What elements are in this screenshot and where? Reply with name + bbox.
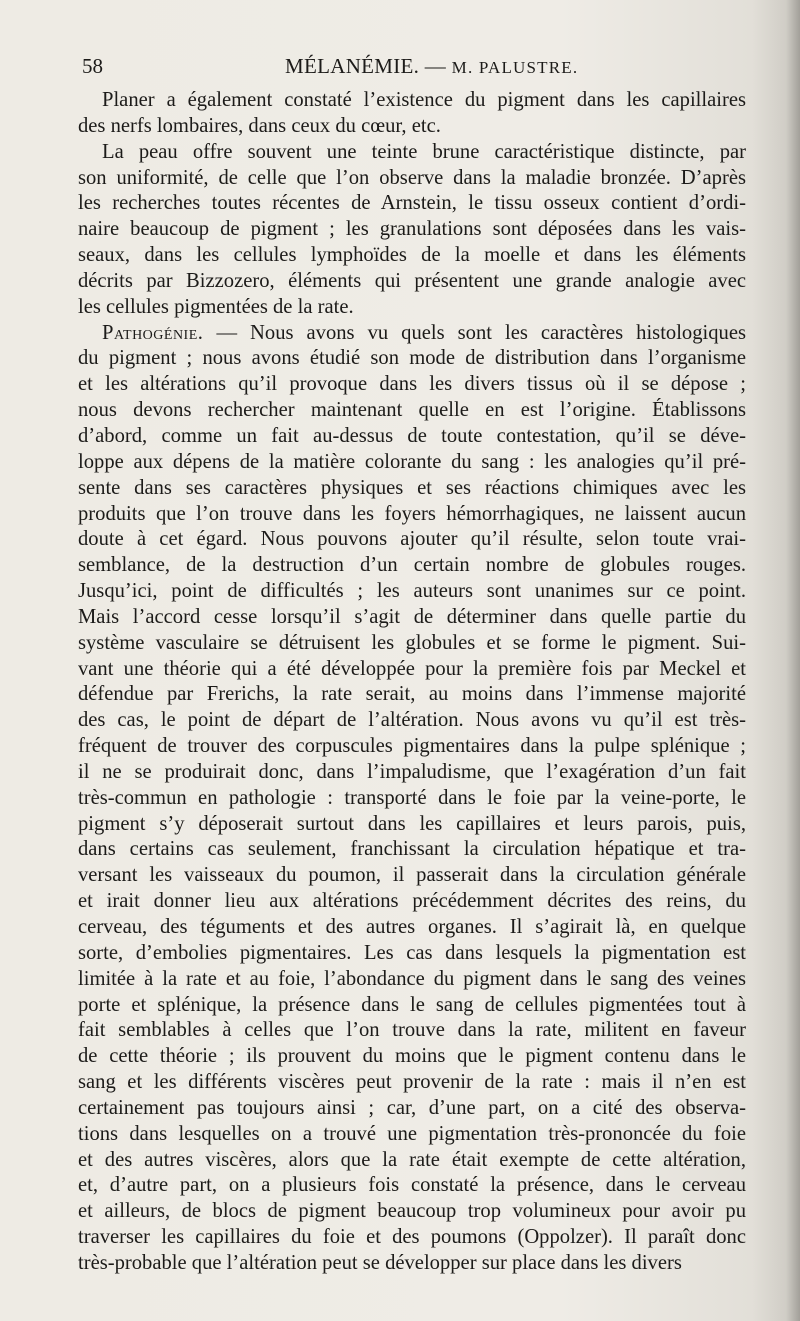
text-line: semblance, de la destruction d’un certain nombre de globules rouges. — [78, 554, 746, 577]
text-line: sorte, d’embolies pigmentaires. Les cas dans lesquels la pigmentation est — [78, 941, 746, 964]
text-line: système vasculaire se détruisent les globules et se forme le pigment. Sui- — [78, 631, 746, 654]
running-header — [80, 52, 746, 82]
paragraph — [78, 321, 746, 1277]
text-line: d’abord, comme un fait au-dessus de toute contestation, qu’il se déve- — [78, 424, 746, 447]
paragraph — [78, 88, 746, 140]
text-line: les recherches toutes récentes de Arnstein, le tissu osseux contient d’ordi- — [78, 192, 746, 215]
text-line: et les altérations qu’il provoque dans les divers tissus où il se dépose ; — [78, 373, 746, 396]
text-line: versant les vaisseaux du poumon, il passerait dans la circulation générale — [78, 864, 746, 887]
text-line: il ne se produirait donc, dans l’impaludisme, que l’exagération d’un fait — [78, 760, 746, 783]
text-line: pigment s’y déposerait surtout dans les capillaires et leurs parois, puis, — [78, 812, 746, 835]
text-line: seaux, dans les cellules lymphoïdes de la moelle et dans les éléments — [78, 244, 746, 267]
text-line: décrits par Bizzozero, éléments qui présentent une grande analogie avec — [78, 269, 746, 292]
text-line: très-probable que l’altération peut se développer sur place dans les divers — [78, 1251, 682, 1274]
page-number: 58 — [82, 54, 103, 78]
text-line: nous devons rechercher maintenant quelle en est l’origine. Établissons — [78, 399, 746, 422]
text-line: tions dans lesquelles on a trouvé une pigmentation très-prononcée du foie — [78, 1122, 746, 1145]
text-line: des cas, le point de départ de l’altération. Nous avons vu qu’il est très- — [78, 709, 746, 732]
text-line: et des autres viscères, alors que la rate était exempte de cette altération, — [78, 1148, 746, 1171]
text-line: Planer a également constaté l’existence du pigment dans les capillaires — [102, 89, 746, 111]
text-line: porte et splénique, la présence dans le sang de cellules pigmentées tout à — [78, 993, 746, 1016]
text-line: sente dans ses caractères physiques et ses réactions chimiques avec les — [78, 476, 746, 499]
text-line: défendue par Frerichs, la rate serait, au moins dans l’immense majorité — [78, 683, 746, 706]
text-line: de cette théorie ; ils prouvent du moins que le pigment contenu dans le — [78, 1045, 746, 1068]
text-line: Mais l’accord cesse lorsqu’il s’agit de déterminer dans quelle partie du — [78, 605, 746, 628]
text-line: très-commun en pathologie : transporté dans le foie par la veine-porte, le — [78, 786, 746, 809]
text-line: dans certains cas seulement, franchissant la circulation hépatique et tra- — [78, 838, 746, 861]
text-line: sang et les différents viscères peut provenir de la rate : mais il n’en est — [78, 1071, 746, 1094]
text-line: et irait donner lieu aux altérations précédemment décrites des reins, du — [78, 890, 746, 913]
text-line: du pigment ; nous avons étudié son mode de distribution dans l’organisme — [78, 347, 746, 370]
paragraph — [78, 140, 746, 321]
page-edge-shadow — [786, 0, 800, 1321]
chapter-title: MÉLANÉMIE. — [285, 54, 420, 78]
text-line — [78, 321, 746, 347]
text-line: et ailleurs, de blocs de pigment beaucoup trop volumineux pour avoir pu — [78, 1200, 746, 1223]
section-heading: Pathogénie. — [102, 321, 204, 344]
text-line: des nerfs lombaires, dans ceux du cœur, etc. — [78, 114, 441, 137]
author-name: M. PALUSTRE. — [451, 58, 579, 77]
text-line: Jusqu’ici, point de difficultés ; les auteurs sont unanimes sur ce point. — [78, 580, 746, 603]
text-line: et, d’autre part, on a plusieurs fois constaté la présence, dans le cerveau — [78, 1174, 746, 1197]
text-line: limitée à la rate et au foie, l’abondance du pigment dans le sang des veines — [78, 967, 746, 990]
text-line: son uniformité, de celle que l’on observe dans la maladie bronzée. D’après — [78, 166, 746, 189]
text-line: naire beaucoup de pigment ; les granulations sont déposées dans les vais- — [78, 218, 746, 241]
text-line: certainement pas toujours ainsi ; car, d’une part, on a cité des observa- — [78, 1096, 746, 1119]
text-line: doute à cet égard. Nous pouvons ajouter qu’il résulte, selon toute vrai- — [78, 528, 746, 551]
body-text — [78, 88, 746, 1277]
text-line: fréquent de trouver des corpuscules pigmentaires dans la pulpe splénique ; — [78, 735, 746, 758]
text-line: vant une théorie qui a été développée pour la première fois par Meckel et — [78, 657, 746, 680]
text-line: produits que l’on trouve dans les foyers hémorrhagiques, ne laissent aucun — [78, 502, 746, 525]
text-line: les cellules pigmentées de la rate. — [78, 295, 354, 318]
running-title — [285, 54, 578, 79]
text-line: loppe aux dépens de la matière colorante du sang : les analogies qu’il pré- — [78, 450, 746, 473]
text-line: traverser les capillaires du foie et des poumons (Oppolzer). Il paraît donc — [78, 1226, 746, 1249]
text-line: La peau offre souvent une teinte brune caractéristique distincte, par — [102, 140, 746, 163]
text-line: cerveau, des téguments et des autres organes. Il s’agirait là, en quelque — [78, 916, 746, 938]
title-separator: — — [424, 54, 447, 78]
line-text: — Nous avons vu quels sont les caractères histologiques — [216, 321, 746, 344]
text-line: fait semblables à celles que l’on trouve dans la rate, militent en faveur — [78, 1019, 746, 1042]
